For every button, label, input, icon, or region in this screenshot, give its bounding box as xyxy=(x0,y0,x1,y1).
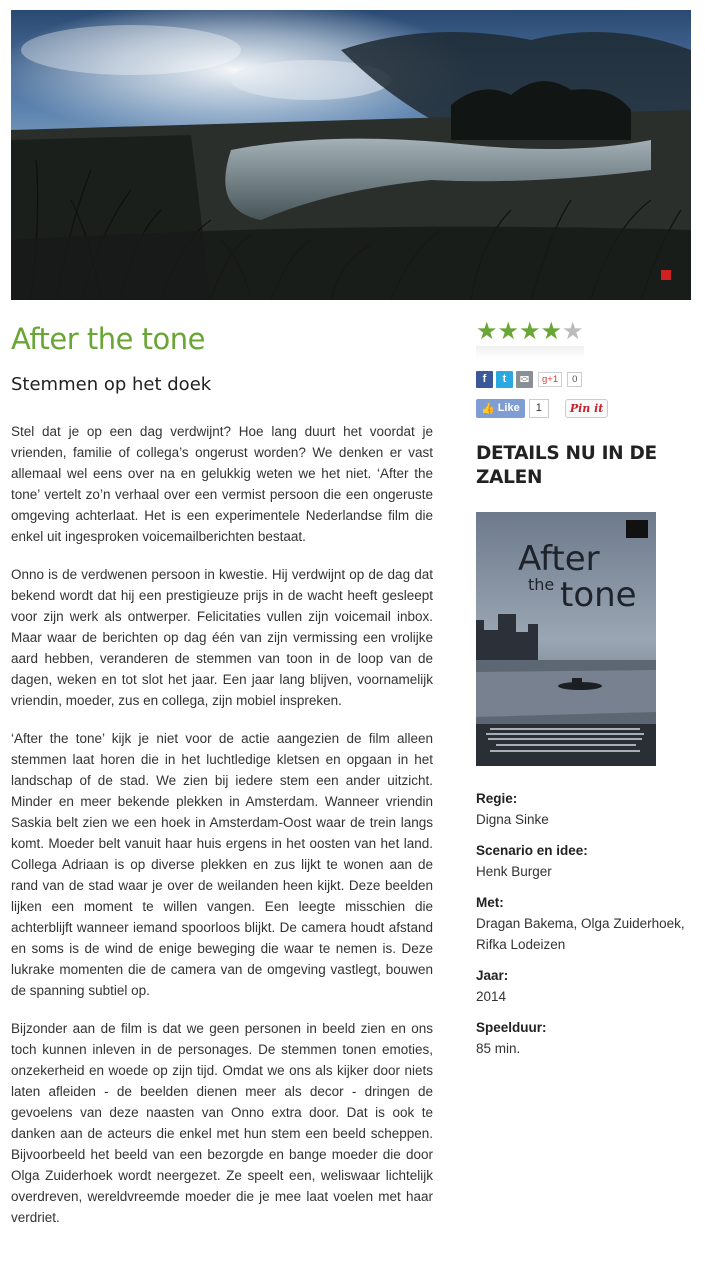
star-icon[interactable]: ★ xyxy=(476,317,498,345)
pinterest-button[interactable]: Pin it xyxy=(565,399,609,418)
detail-label-cast: Met: xyxy=(476,895,504,910)
rating-stars[interactable] xyxy=(476,318,691,344)
article-paragraph: Onno is de verdwenen persoon in kwestie. Hij verdwijnt op de dag dat bekend wordt dat hij een prestigieuze prijs in de wacht heeft gesleept voor zijn werk als ontwerper. Felicitaties vullen zijn voicemail inbox. Maar waar de berichten op dag één van zijn vermissing een vrolijke aard hebben, veranderen de stemmen van toon in de loop van de dagen, weken en tot slot het jaar. Een jaar lang blijven, voornamelijk vriendin, moeder, zus en collega, zijn mobiel inspreken. xyxy=(11,567,433,708)
detail-value-director: Digna Sinke xyxy=(476,812,549,827)
slider-indicator[interactable] xyxy=(661,270,671,280)
hero-image xyxy=(11,10,691,300)
page-subtitle: Stemmen op het doek xyxy=(11,374,212,395)
rating-reflection xyxy=(476,346,584,358)
poster-title-line2: the xyxy=(528,575,555,594)
star-icon[interactable]: ★ xyxy=(562,317,584,345)
article xyxy=(11,320,433,1245)
thumbs-up-icon: 👍 xyxy=(481,402,495,415)
gplus-button[interactable]: g+1 xyxy=(538,372,562,387)
page-title: After the tone xyxy=(11,322,206,356)
like-label: Like xyxy=(497,402,520,414)
like-count: 1 xyxy=(529,399,549,418)
movie-details xyxy=(476,788,691,1059)
detail-label-director: Regie: xyxy=(476,791,518,806)
star-icon[interactable]: ★ xyxy=(519,317,541,345)
social-buttons xyxy=(476,398,691,418)
star-icon[interactable]: ★ xyxy=(540,317,563,345)
sidebar xyxy=(476,318,691,1069)
share-bar xyxy=(476,370,691,388)
facebook-share-icon[interactable]: f xyxy=(476,371,493,388)
facebook-like-button[interactable] xyxy=(476,399,525,418)
gplus-count: 0 xyxy=(567,372,582,387)
poster-title-line1: After xyxy=(518,539,600,579)
article-body xyxy=(11,421,433,1228)
article-paragraph: Stel dat je op een dag verdwijnt? Hoe lang duurt het voordat je vrienden, familie of collega’s ongerust worden? We denken er vast allemaal wel eens over na en gelukkig weten we het niet. ‘After the tone’ vertelt zo’n verhaal over een vermist persoon die een ongeruste omgeving achterlaat. Het is een experimentele Nederlandse film die enkel uit ingesproken voicemailberichten bestaat. xyxy=(11,424,433,544)
article-paragraph: ‘After the tone’ kijk je niet voor de actie aangezien de film alleen stemmen laat horen die in het luchtledige kletsen en opgaan in het landschap of de stad. We zien bij iedere stem een ander uitzicht. Minder en meer bekende plekken in Amsterdam. Wanneer vriendin Saskia belt zien we een hoek in Amsterdam-Oost waar de trein langs komt. Moeder belt vanuit haar huis ergens in het oosten van het land. Collega Adriaan is op diverse plekken en zus lijkt te wonen aan de rand van de stad waar je over de weilanden heen kijkt. Deze beelden lijken een moment te willen vangen. Een leegte misschien die achterblijft wanneer iemand spoorloos blijkt. De camera houdt afstand en soms is de wind de enige beweging die waar te nemen is. Deze lukrake momenten die de camera van de omgeving vastlegt, bouwen de spanning subtiel op. xyxy=(11,731,433,998)
detail-value-duration: 85 min. xyxy=(476,1041,521,1056)
hero-banner xyxy=(11,10,691,300)
detail-value-year: 2014 xyxy=(476,989,507,1004)
detail-label-scenario: Scenario en idee: xyxy=(476,843,588,858)
detail-label-duration: Speelduur: xyxy=(476,1020,547,1035)
movie-poster[interactable] xyxy=(476,512,656,766)
poster-image xyxy=(476,512,656,766)
detail-value-scenario: Henk Burger xyxy=(476,864,552,879)
star-icon[interactable]: ★ xyxy=(497,317,520,345)
details-heading: DETAILS NU IN DE ZALEN xyxy=(476,443,657,488)
article-paragraph: Bijzonder aan de film is dat we geen personen in beeld zien en ons toch kunnen inleven in de personages. De stemmen tonen emoties, onzekerheid en woede op zijn tijd. Omdat we ons als kijker door niets laten afleiden - de beelden dienen meer als decor - dringen de gevoelens van deze naasten van Onno extra door. Dat is ook te danken aan de acteurs die enkel met hun stem een beeld scheppen. Bijvoorbeeld het beeld van een bezorgde en bange moeder die door Olga Zuiderhoek wordt neergezet. Ze speelt een, weliswaar lichtelijk overdreven, wereldvreemde moeder die je mee laat voelen met haar verdriet. xyxy=(11,1021,433,1225)
poster-title-line3: tone xyxy=(560,575,637,615)
twitter-share-icon[interactable]: t xyxy=(496,371,513,388)
detail-label-year: Jaar: xyxy=(476,968,509,983)
mail-share-icon[interactable]: ✉ xyxy=(516,371,533,388)
detail-value-cast: Dragan Bakema, Olga Zuiderhoek, Rifka Lodeizen xyxy=(476,916,685,952)
